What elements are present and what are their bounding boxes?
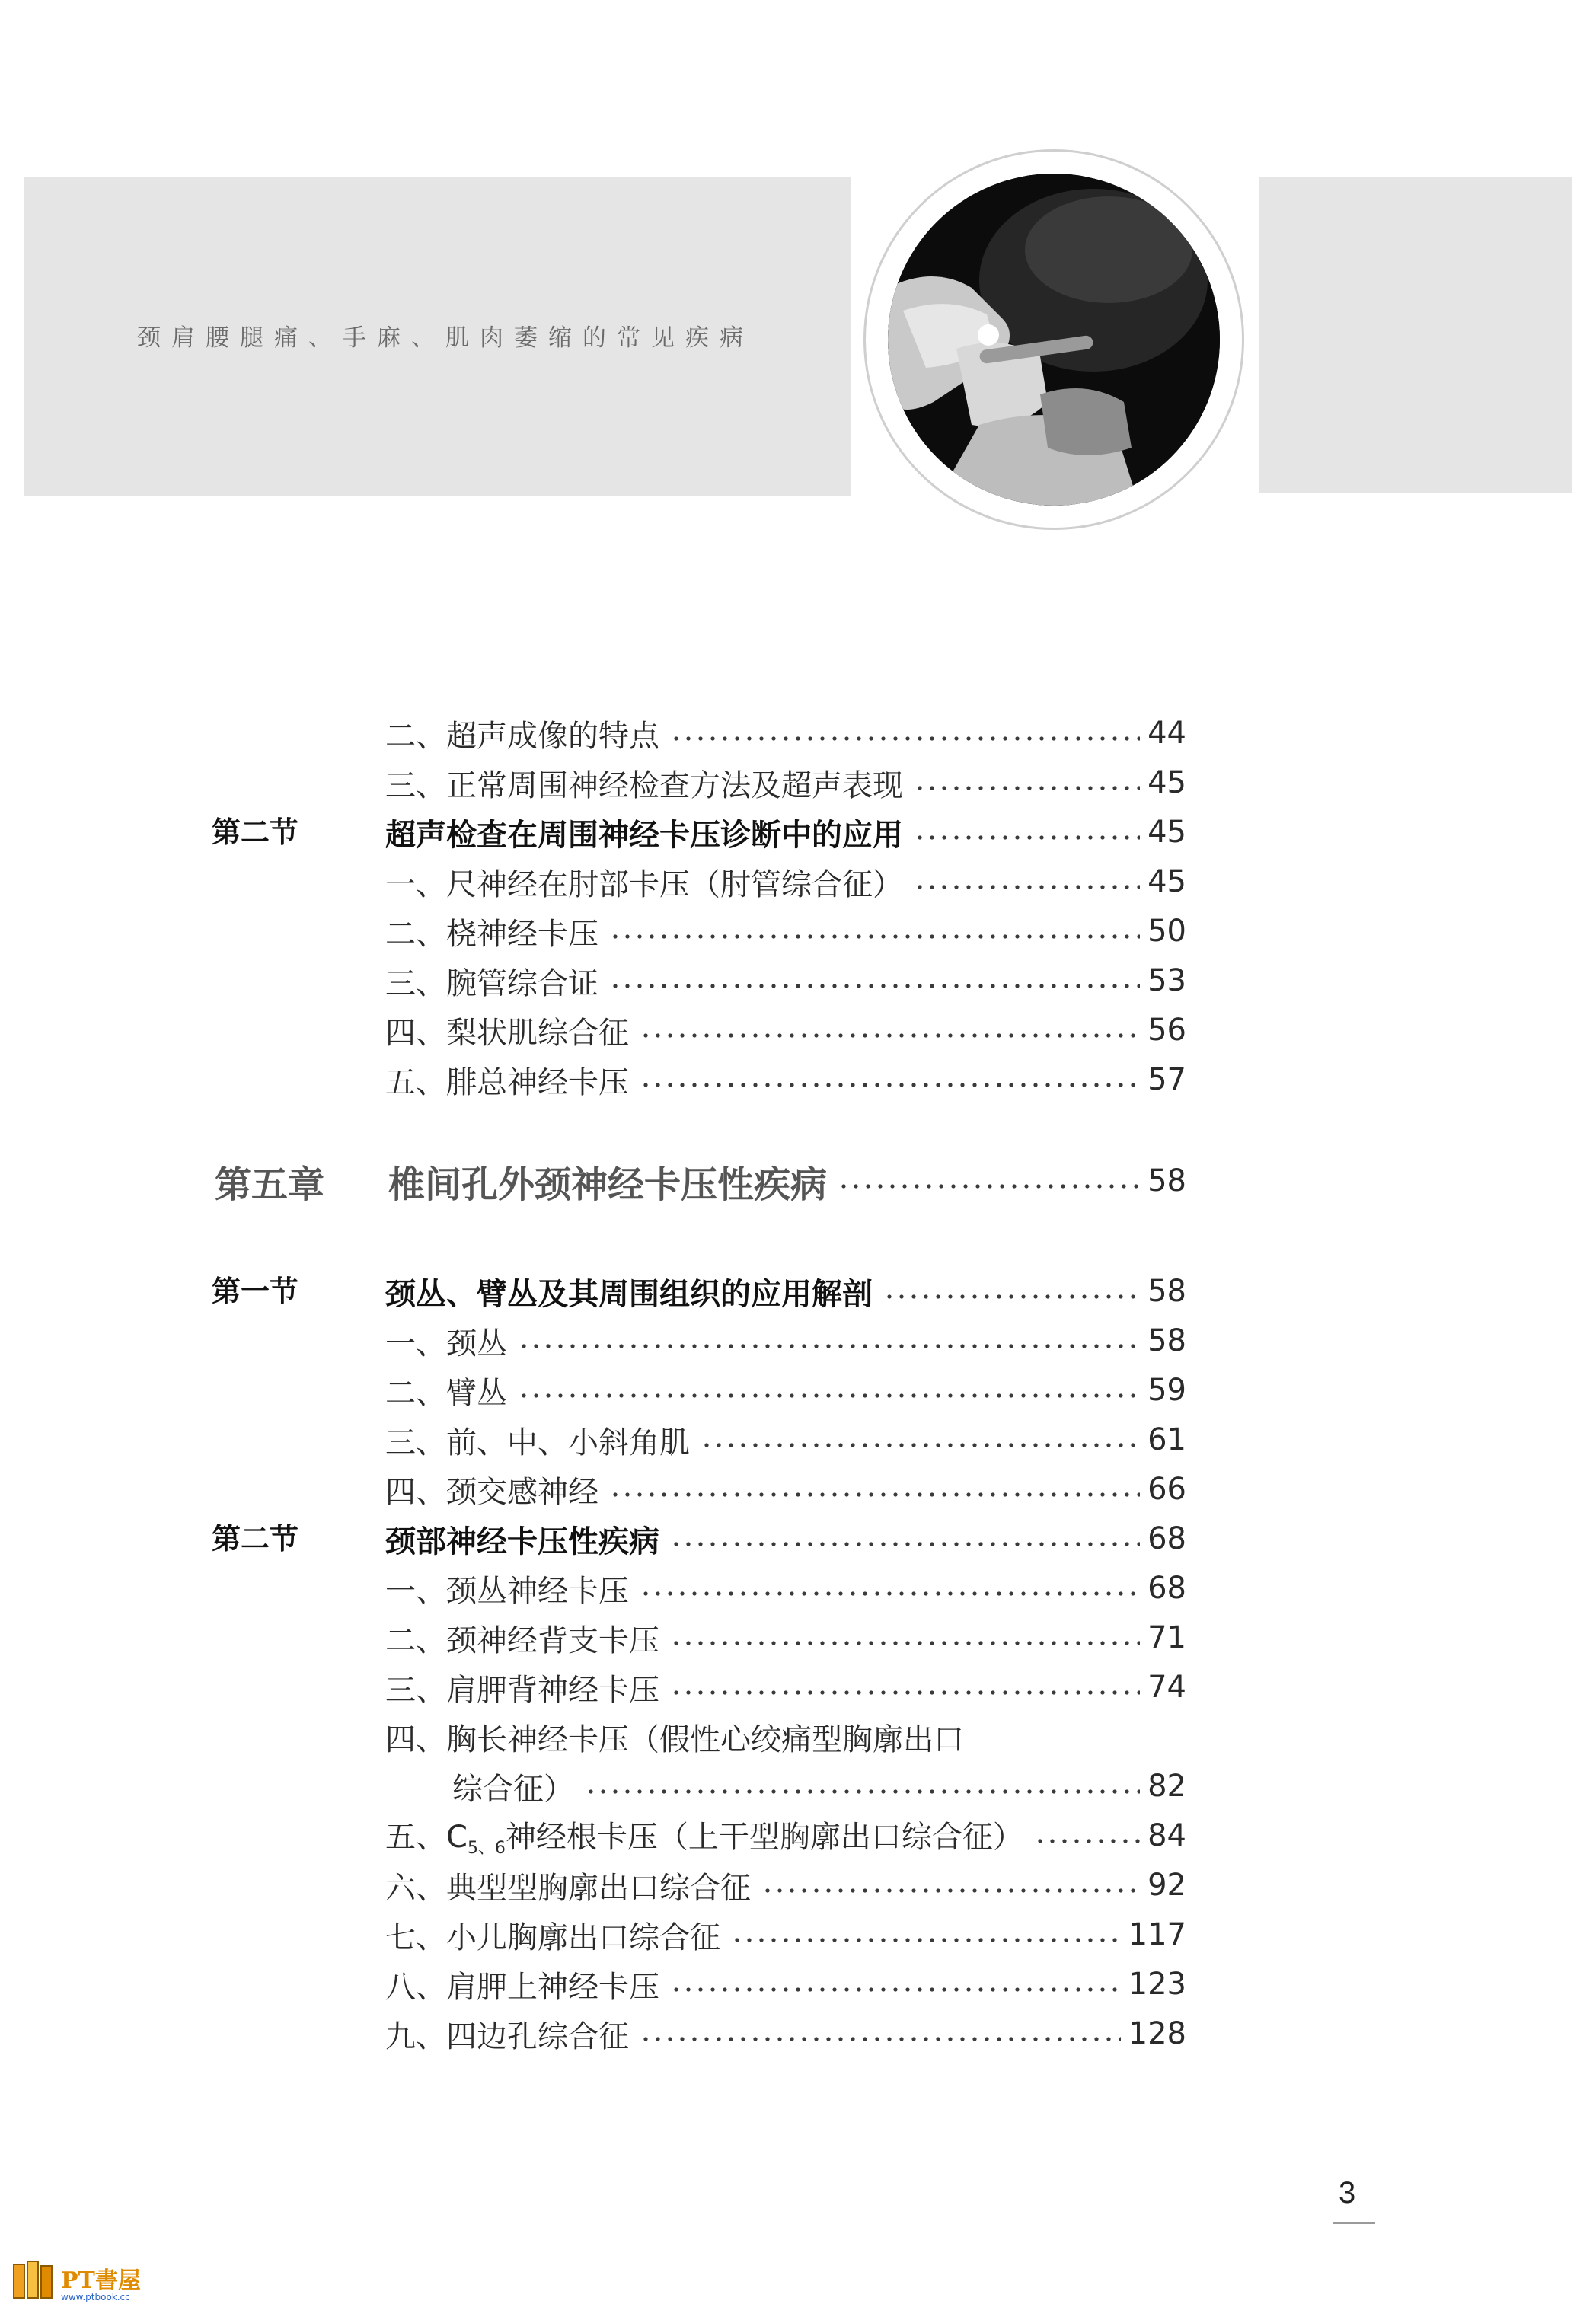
toc-entry-page: 50 <box>1148 914 1186 949</box>
toc-entry-page: 68 <box>1148 1521 1186 1556</box>
toc-entry-page: 82 <box>1148 1769 1186 1804</box>
dot-leader <box>670 1641 1140 1645</box>
dot-leader <box>585 1789 1140 1794</box>
dot-leader <box>640 2037 1121 2041</box>
toc-entry[interactable] <box>385 1813 1186 1859</box>
header-banner-right <box>1259 177 1572 493</box>
chapter-label: 第五章 <box>215 1163 325 1206</box>
toc-entry-page: 58 <box>1148 1163 1186 1198</box>
toc-entry-title: 一、尺神经在肘部卡压（肘管综合征） <box>385 866 903 902</box>
toc-entry-page: 58 <box>1148 1323 1186 1358</box>
dot-leader <box>914 885 1140 889</box>
toc-entry[interactable] <box>385 1318 1186 1364</box>
toc-entry-title: 六、典型型胸廓出口综合征 <box>385 1870 751 1906</box>
dot-leader <box>883 1294 1140 1299</box>
toc-entry-title: 颈部神经卡压性疾病 <box>385 1524 659 1559</box>
dot-leader <box>640 1591 1140 1596</box>
toc-entry-title-prefix: 五、C <box>385 1820 468 1855</box>
toc-entry[interactable] <box>385 710 1186 756</box>
dot-leader <box>518 1344 1140 1348</box>
book-icon <box>12 2260 56 2301</box>
toc-entry[interactable] <box>385 1862 1186 1908</box>
toc-entry-title: 二、桡神经卡压 <box>385 916 598 952</box>
toc-entry-title: 一、颈丛 <box>385 1326 507 1361</box>
watermark-logo <box>12 2260 172 2309</box>
section-label: 第一节 <box>212 1275 299 1308</box>
toc-entry-page: 53 <box>1148 963 1186 998</box>
toc-entry-title: 椎间孔外颈神经卡压性疾病 <box>388 1163 828 1206</box>
toc-entry-title: 四、颈交感神经 <box>385 1474 598 1510</box>
toc-entry-page: 56 <box>1148 1013 1186 1048</box>
toc-entry-title-rest: 神经根卡压（上干型胸廓出口综合征） <box>505 1820 1023 1855</box>
toc-entry-continuation[interactable] <box>452 1763 1186 1809</box>
toc-entry-page: 74 <box>1148 1670 1186 1705</box>
toc-entry-title: 三、前、中、小斜角肌 <box>385 1425 690 1460</box>
toc-entry[interactable] <box>385 1057 1186 1103</box>
toc-entry-title: 四、梨状肌综合征 <box>385 1015 629 1051</box>
dot-leader <box>838 1184 1140 1189</box>
section-label: 第二节 <box>212 815 299 849</box>
toc-entry[interactable] <box>385 1714 1186 1760</box>
page-number-rule <box>1333 2222 1375 2224</box>
toc-entry-title: 超声检查在周围神经卡压诊断中的应用 <box>385 817 903 853</box>
dot-leader <box>609 934 1140 939</box>
toc-entry-page: 59 <box>1148 1373 1186 1408</box>
toc-entry-title: 四、胸长神经卡压（假性心绞痛型胸廓出口 <box>385 1722 964 1757</box>
toc-entry-page: 45 <box>1148 864 1186 899</box>
toc-entry[interactable] <box>385 760 1186 806</box>
toc-entry-page: 71 <box>1148 1620 1186 1655</box>
dot-leader <box>640 1083 1140 1087</box>
examination-photo-icon <box>888 174 1220 506</box>
toc-entry[interactable] <box>385 1912 1186 1958</box>
toc-entry[interactable] <box>385 1961 1186 2007</box>
toc-entry[interactable] <box>385 1417 1186 1463</box>
series-title: 颈肩腰腿痛、手麻、肌肉萎缩的常见疾病 <box>137 324 754 352</box>
toc-entry-page: 61 <box>1148 1422 1186 1457</box>
header-photo <box>888 174 1220 506</box>
toc-entry-title <box>385 1813 1023 1859</box>
toc-entry[interactable] <box>385 859 1186 905</box>
toc-entry[interactable] <box>385 1466 1186 1512</box>
watermark-name: PT書屋 <box>61 2267 141 2294</box>
toc-section-entry[interactable] <box>385 809 1186 855</box>
toc-section-entry[interactable] <box>385 1269 1186 1314</box>
toc-entry-title: 二、臂丛 <box>385 1375 507 1411</box>
toc-entry-title: 二、颈神经背支卡压 <box>385 1623 659 1658</box>
toc-entry-page: 68 <box>1148 1571 1186 1606</box>
toc-entry-page: 58 <box>1148 1274 1186 1309</box>
dot-leader <box>914 835 1140 840</box>
toc-section-entry[interactable] <box>385 1516 1186 1562</box>
watermark-url[interactable]: www.ptbook.cc <box>61 2292 130 2302</box>
toc-entry-page: 45 <box>1148 815 1186 850</box>
toc-entry-page: 45 <box>1148 765 1186 800</box>
toc-entry-title: 三、肩胛背神经卡压 <box>385 1672 659 1708</box>
dot-leader <box>731 1938 1121 1942</box>
dot-leader <box>761 1888 1140 1893</box>
toc-entry[interactable] <box>385 1615 1186 1661</box>
toc-entry-title: 颈丛、臂丛及其周围组织的应用解剖 <box>385 1276 873 1312</box>
dot-leader <box>670 1542 1140 1546</box>
dot-leader <box>670 1690 1140 1695</box>
toc-entry[interactable] <box>385 2011 1186 2057</box>
toc-entry-page: 66 <box>1148 1472 1186 1507</box>
toc-entry[interactable] <box>385 908 1186 954</box>
dot-leader <box>609 1492 1140 1497</box>
toc-entry[interactable] <box>385 1367 1186 1413</box>
toc-entry[interactable] <box>385 1007 1186 1053</box>
toc-entry-page: 92 <box>1148 1868 1186 1903</box>
dot-leader <box>670 1987 1121 1992</box>
toc-entry-title: 三、正常周围神经检查方法及超声表现 <box>385 767 903 803</box>
dot-leader <box>701 1443 1140 1447</box>
dot-leader <box>1034 1839 1140 1843</box>
toc-entry-title: 三、腕管综合证 <box>385 965 598 1001</box>
toc-entry-page: 84 <box>1148 1818 1186 1853</box>
toc-entry-page: 57 <box>1148 1062 1186 1097</box>
toc-entry-page: 128 <box>1128 2016 1186 2051</box>
toc-entry-page: 44 <box>1148 716 1186 751</box>
dot-leader <box>914 786 1140 790</box>
toc-entry[interactable] <box>385 958 1186 1004</box>
subscript-note: 5、6 <box>467 1839 506 1858</box>
toc-entry-title: 综合征） <box>452 1771 574 1807</box>
page-number: 3 <box>1339 2176 1356 2210</box>
toc-entry-title: 七、小儿胸廓出口综合征 <box>385 1920 720 1955</box>
dot-leader <box>640 1033 1140 1038</box>
toc-entry-title: 二、超声成像的特点 <box>385 718 659 754</box>
toc-chapter-entry[interactable] <box>215 1158 1186 1204</box>
toc-entry-title: 五、腓总神经卡压 <box>385 1064 629 1100</box>
toc-entry-title: 八、肩胛上神经卡压 <box>385 1969 659 2005</box>
dot-leader <box>518 1393 1140 1398</box>
toc-entry[interactable] <box>385 1565 1186 1611</box>
dot-leader <box>670 736 1140 741</box>
toc-entry-page: 123 <box>1128 1967 1186 2002</box>
toc-entry-title: 九、四边孔综合征 <box>385 2018 629 2054</box>
toc-entry-page: 117 <box>1128 1917 1186 1952</box>
dot-leader <box>609 984 1140 988</box>
toc-entry-title: 一、颈丛神经卡压 <box>385 1573 629 1609</box>
section-label: 第二节 <box>212 1522 299 1556</box>
toc-entry[interactable] <box>385 1664 1186 1710</box>
